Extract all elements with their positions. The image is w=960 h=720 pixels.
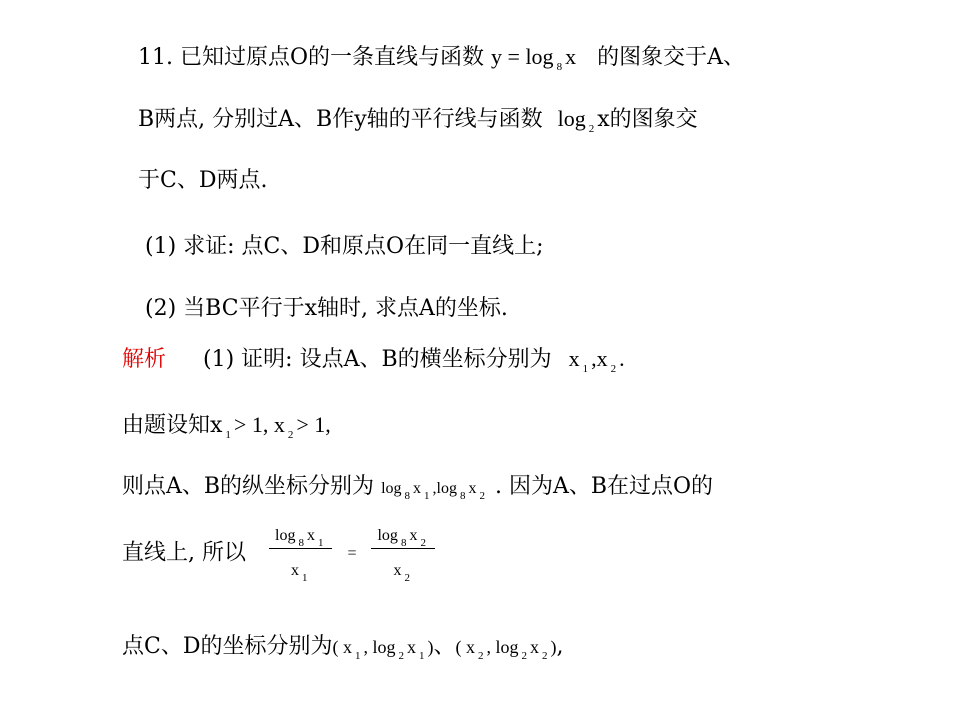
solution-line-4: 直线上, 所以 $\frac{\log _8 x _1}{x _1}$ = $\frac{\log _8 x _2}{x _2}$ [122, 528, 435, 579]
fraction-log8x1-over-x1: $\frac{\log _8 x _1}{x _1}$ [269, 528, 332, 579]
problem-part-2: (2) 当BC平行于x轴时, 求点A的坐标. [145, 296, 508, 321]
problem-line-1: 11. 已知过原点O的一条直线与函数 y = log $_8$ x 的图象交于A、 [138, 44, 745, 73]
problem-line-3: 于C、D两点. [138, 168, 268, 193]
solution-line-2: 由题设知x $_1$ > 1, x $_2$ > 1, [122, 412, 331, 441]
problem-line-2: B两点, 分别过A、B作y轴的平行线与函数 log $_2$ x的图象交 [138, 106, 698, 135]
formula-x1-x2: x $_1$ ,x $_2$ . [568, 346, 625, 375]
solution-line-5: 点C、D的坐标分别为( x $_1$ , log $_2$ x $_1$ )、( x $_2$ , log $_2$ x $_2$ ), [122, 634, 564, 662]
equals-sign: = [347, 544, 357, 562]
fraction-log8x2-over-x2: $\frac{\log _8 x _2}{x _2}$ [371, 528, 434, 579]
coordinate-C: ( x $_1$ , log $_2$ x $_1$ ) [332, 637, 434, 662]
problem-part-1: (1) 求证: 点C、D和原点O在同一直线上; [145, 234, 544, 259]
solution-label: 解析 [122, 347, 167, 372]
solution-line-1: 解析 (1) 证明: 设点A、B的横坐标分别为 x $_1$ ,x $_2$ . [122, 346, 625, 375]
coordinate-D: ( x $_2$ , log $_2$ x $_2$ ) [455, 637, 557, 662]
formula-log2: log $_2$ [557, 106, 595, 135]
formula-log8-x1-x2: log $_8$ x $_1$ ,log $_8$ x $_2$ [381, 480, 485, 502]
formula-x-gt-1: $_1$ > 1, x $_2$ > 1, [225, 412, 331, 441]
formula-y-log8x: y = log $_8$ x [491, 44, 577, 73]
solution-line-3: 则点A、B的纵坐标分别为 log $_8$ x $_1$ ,log $_8$ x $_2$ . 因为A、B在过点O的 [122, 474, 714, 502]
